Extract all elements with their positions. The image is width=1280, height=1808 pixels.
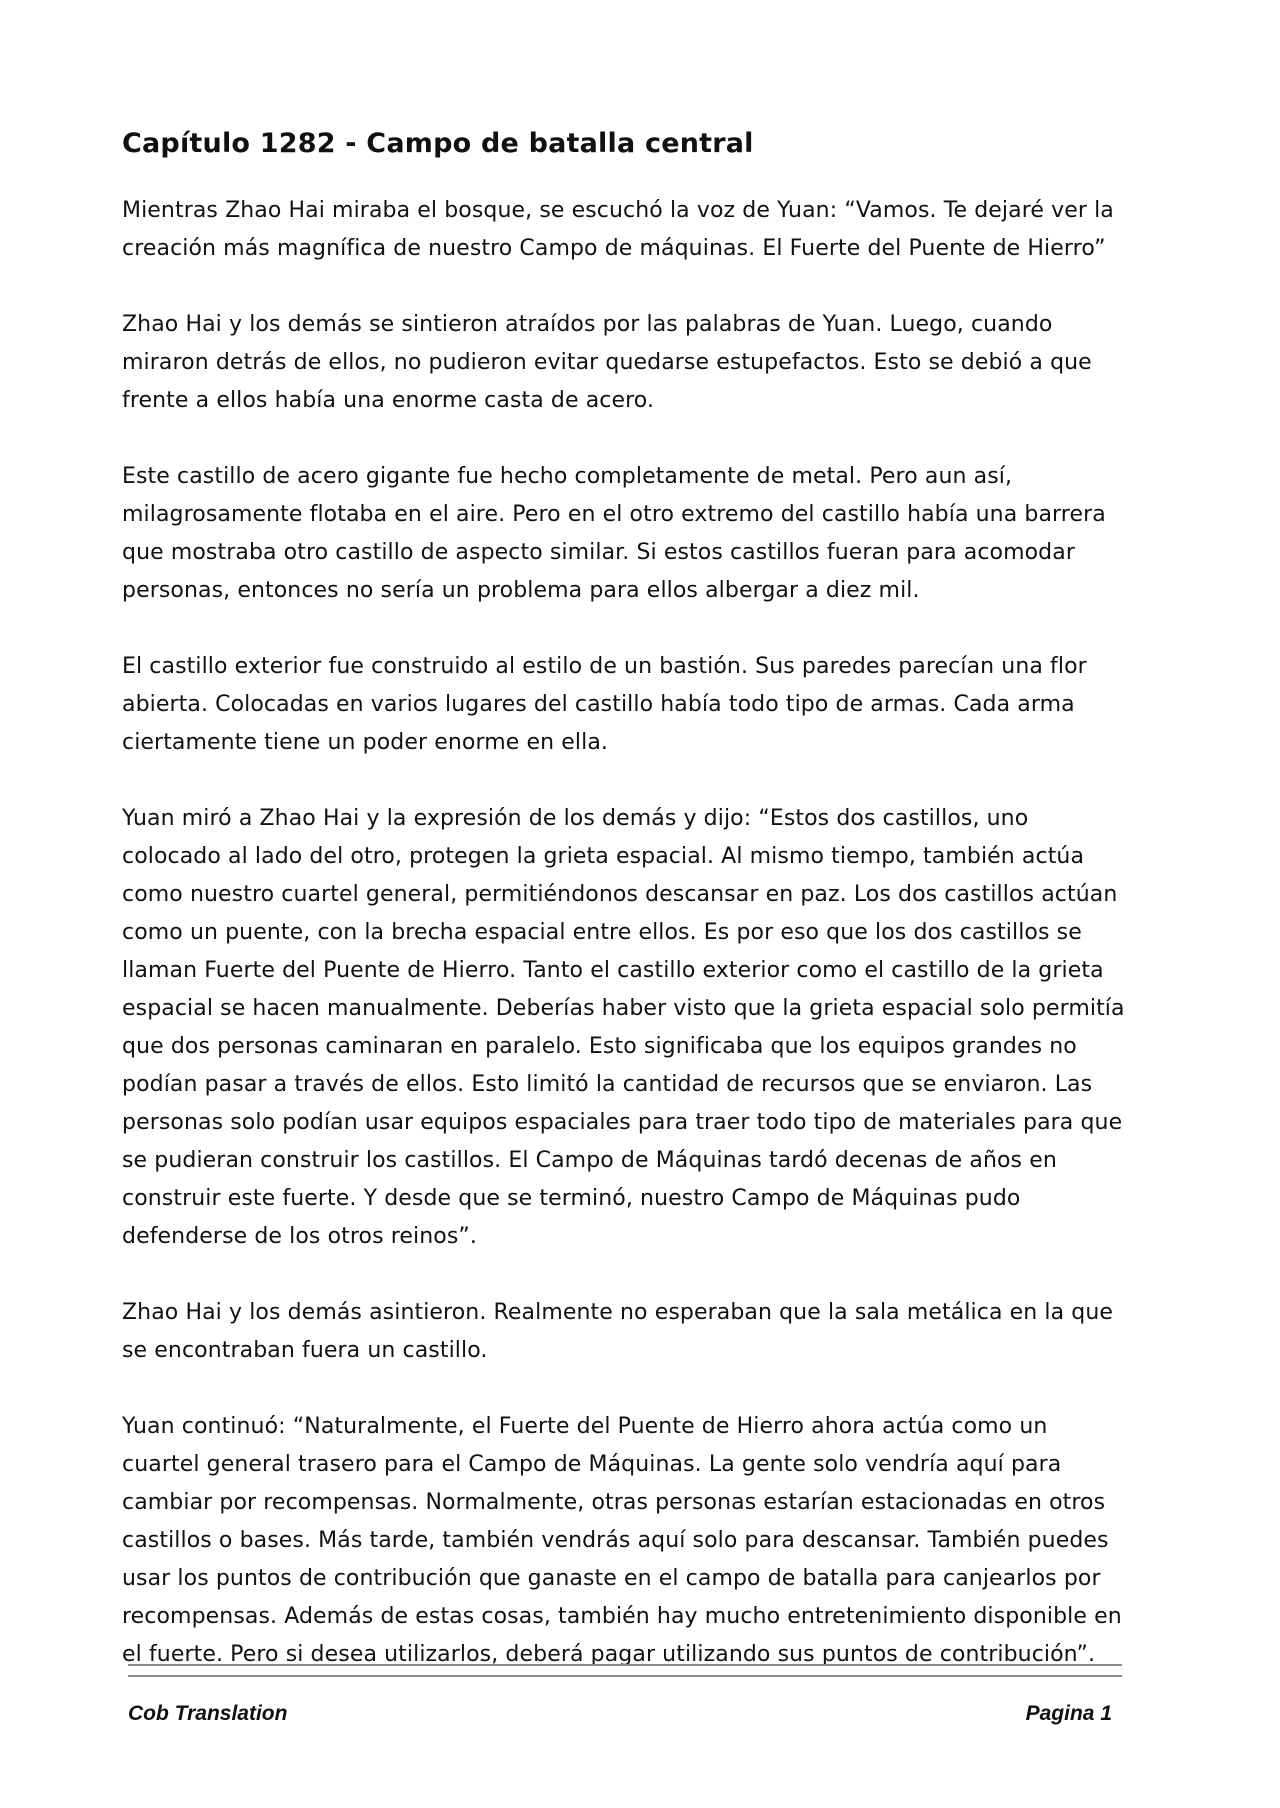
paragraph-7: Yuan continuó: “Naturalmente, el Fuerte del Puente de Hierro ahora actúa como un cuartel general trasero para el Campo de Máquinas. La gente solo vendría aquí para cambiar por recompensas. Normalmente, otras personas estarían estacionadas en otros castillos o bases. Más tarde, también vendrás aquí solo para descansar. También puedes usar los puntos de contribución que ganaste en el campo de batalla para canjearlos por recompensas. Además de estas cosas, también hay mucho entretenimiento disponible en el fuerte. Pero si desea utilizarlos, deberá pagar utilizando sus puntos de contribución”. [122, 1414, 1122, 1667]
paragraph-2: Zhao Hai y los demás se sintieron atraídos por las palabras de Yuan. Luego, cuando miraron detrás de ellos, no pudieron evitar quedarse estupefactos. Esto se debió a que frente a ellos había una enorme casta de acero. [122, 312, 1092, 413]
footer-divider-bottom [128, 1675, 1122, 1677]
chapter-title: Capítulo 1282 - Campo de batalla central [122, 128, 754, 159]
footer-page-number: Pagina 1 [1025, 1702, 1112, 1725]
footer-translator-label: Cob Translation [128, 1702, 288, 1725]
paragraph-6: Zhao Hai y los demás asintieron. Realmente no esperaban que la sala metálica en la que se encontraban fuera un castillo. [122, 1300, 1114, 1363]
paragraph-1: Mientras Zhao Hai miraba el bosque, se escuchó la voz de Yuan: “Vamos. Te dejaré ver la creación más magnífica de nuestro Campo de máquinas. El Fuerte del Puente de Hierro” [122, 198, 1114, 261]
footer-divider-top [128, 1664, 1122, 1666]
paragraph-5: Yuan miró a Zhao Hai y la expresión de los demás y dijo: “Estos dos castillos, uno colocado al lado del otro, protegen la grieta espacial. Al mismo tiempo, también actúa como nuestro cuartel general, permitiéndonos descansar en paz. Los dos castillos actúan como un puente, con la brecha espacial entre ellos. Es por eso que los dos castillos se llaman Fuerte del Puente de Hierro. Tanto el castillo exterior como el castillo de la grieta espacial se hacen manualmente. Deberías haber visto que la grieta espacial solo permitía que dos personas caminaran en paralelo. Esto significaba que los equipos grandes no podían pasar a través de ellos. Esto limitó la cantidad de recursos que se enviaron. Las personas solo podían usar equipos espaciales para traer todo tipo de materiales para que se pudieran construir los castillos. El Campo de Máquinas tardó decenas de años en construir este fuerte. Y desde que se terminó, nuestro Campo de Máquinas pudo defenderse de los otros reinos”. [122, 806, 1125, 1249]
paragraph-4: El castillo exterior fue construido al estilo de un bastión. Sus paredes parecían una flor abierta. Colocadas en varios lugares del castillo había todo tipo de armas. Cada arma ciertamente tiene un poder enorme en ella. [122, 654, 1087, 755]
page-content [122, 120, 1132, 1712]
paragraph-3: Este castillo de acero gigante fue hecho completamente de metal. Pero aun así, milagrosamente flotaba en el aire. Pero en el otro extremo del castillo había una barrera que mostraba otro castillo de aspecto similar. Si estos castillos fueran para acomodar personas, entonces no sería un problema para ellos albergar a diez mil. [122, 464, 1106, 603]
